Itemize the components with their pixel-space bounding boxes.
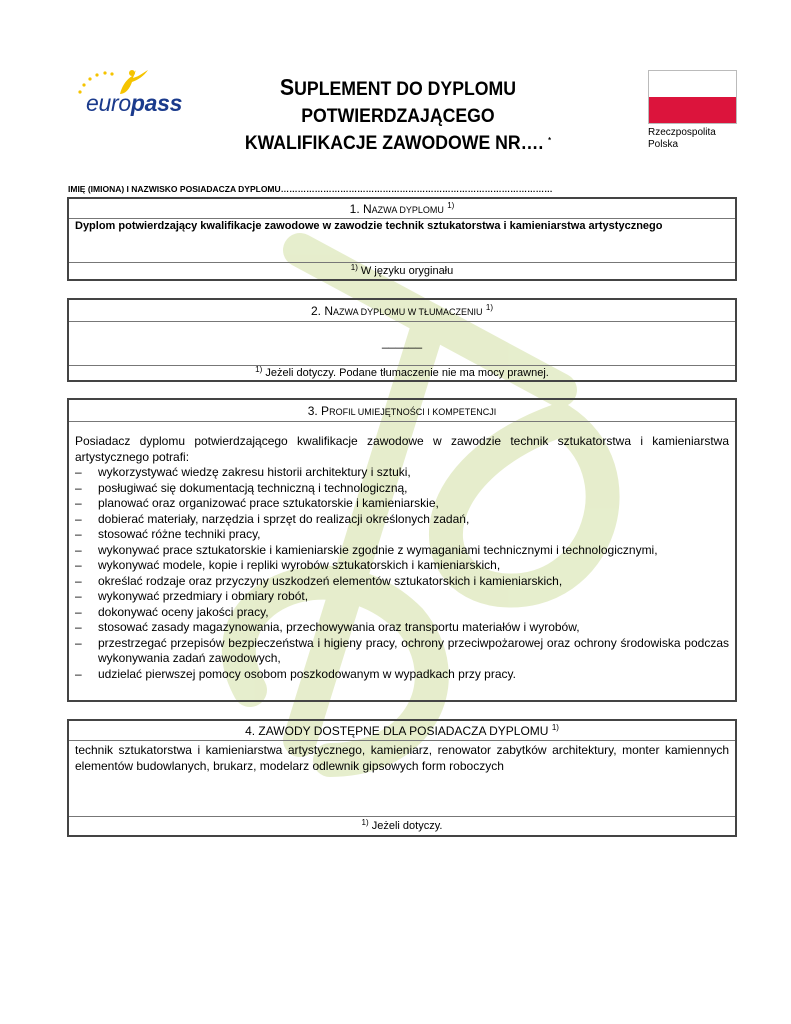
section3-body xyxy=(69,422,735,684)
poland-flag xyxy=(648,70,737,124)
skills-list xyxy=(75,465,729,682)
list-item: – stosować zasady magazynowania, przechowywania oraz transportu materiałów i wyrobów, xyxy=(75,620,729,636)
list-item: – wykonywać modele, kopie i repliki wyrobów sztukatorskich i kamieniarskich, xyxy=(75,558,729,574)
list-item: – wykonywać prace sztukatorskie i kamieniarskie zgodnie z wymaganiami technicznymi i technologicznymi, xyxy=(75,543,729,559)
country-name: Rzeczpospolita Polska xyxy=(648,127,716,150)
section2-heading: 2. NAZWA DYPLOMU W TŁUMACZENIU $^{1)}$ xyxy=(69,300,735,322)
list-item: – wykonywać przedmiary i obmiary robót, xyxy=(75,589,729,605)
holder-name-label: IMIĘ (IMIONA) I NAZWISKO POSIADACZA DYPLOMU…………………………………………………………………………………… xyxy=(68,184,553,194)
section1-value: Dyplom potwierdzający kwalifikacje zawodowe w zawodzie technik sztukatorstwa i kamieniarstwa artystycznego xyxy=(69,219,735,263)
section3-heading: 3. PROFIL UMIEJĘTNOŚCI I KOMPETENCJI xyxy=(69,400,735,422)
europass-logo xyxy=(70,66,183,126)
list-item: – posługiwać się dokumentacją techniczną i technologiczną, xyxy=(75,481,729,497)
section1-note: $^{1)}$ W języku oryginału xyxy=(350,263,454,277)
section1-heading: 1. NAZWA DYPLOMU $^{1)}$ xyxy=(69,199,735,219)
list-item: – udzielać pierwszej pomocy osobom poszkodowanym w wypadkach przy pracy. xyxy=(75,667,729,683)
document-title xyxy=(198,74,598,157)
section4-heading: 4. ZAWODY DOSTĘPNE DLA POSIADACZA DYPLOMU $^{1)}$ xyxy=(69,721,735,741)
section-available-occupations xyxy=(67,719,737,837)
section-skills-profile xyxy=(67,398,737,702)
list-item: – stosować różne techniki pracy, xyxy=(75,527,729,543)
section2-note: $^{1)}$ Jeżeli dotyczy. Podane tłumaczenie nie ma mocy prawnej. xyxy=(255,365,549,379)
logo-text-pass: pass xyxy=(130,90,183,116)
section-diploma-translation xyxy=(67,298,737,382)
section3-intro: Posiadacz dyplomu potwierdzającego kwalifikacje zawodowe w zawodzie technik sztukatorstwa i kamieniarstwa artystycznego potrafi: xyxy=(75,434,729,464)
list-item: – planować oraz organizować prace sztukatorskie i kamieniarskie, xyxy=(75,496,729,512)
section-diploma-name xyxy=(67,197,737,281)
title-line2: KWALIFIKACJE ZAWODOWE NR…. xyxy=(244,133,544,154)
list-item: – dokonywać oceny jakości pracy, xyxy=(75,605,729,621)
title-asterisk: * xyxy=(548,136,552,145)
section4-note: $^{1)}$ Jeżeli dotyczy. xyxy=(361,818,443,832)
list-item: – określać rodzaje oraz przyczyny uszkodzeń elementów sztukatorskich i kamieniarskich, xyxy=(75,574,729,590)
list-item: – dobierać materiały, narzędzia i sprzęt do realizacji określonych zadań, xyxy=(75,512,729,528)
list-item: – wykorzystywać wiedzę zakresu historii architektury i sztuki, xyxy=(75,465,729,481)
section4-value: technik sztukatorstwa i kamieniarstwa artystycznego, kamieniarz, renowator zabytków architektury, monter kamiennych elementów budowlanych, brukarz, modelarz odlewnik gipsowych form roboczych xyxy=(69,741,735,817)
title-initial: S xyxy=(279,74,295,100)
section2-value: ______ xyxy=(69,322,735,366)
title-line1: UPLEMENT DO DYPLOMU POTWIERDZAJĄCEGO xyxy=(294,79,517,127)
logo-text-euro: euro xyxy=(86,90,131,116)
list-item: – przestrzegać przepisów bezpieczeństwa i higieny pracy, ochrony przeciwpożarowej oraz ochrony środowiska podczas wykonywania zadań zawodowych, xyxy=(75,636,729,667)
